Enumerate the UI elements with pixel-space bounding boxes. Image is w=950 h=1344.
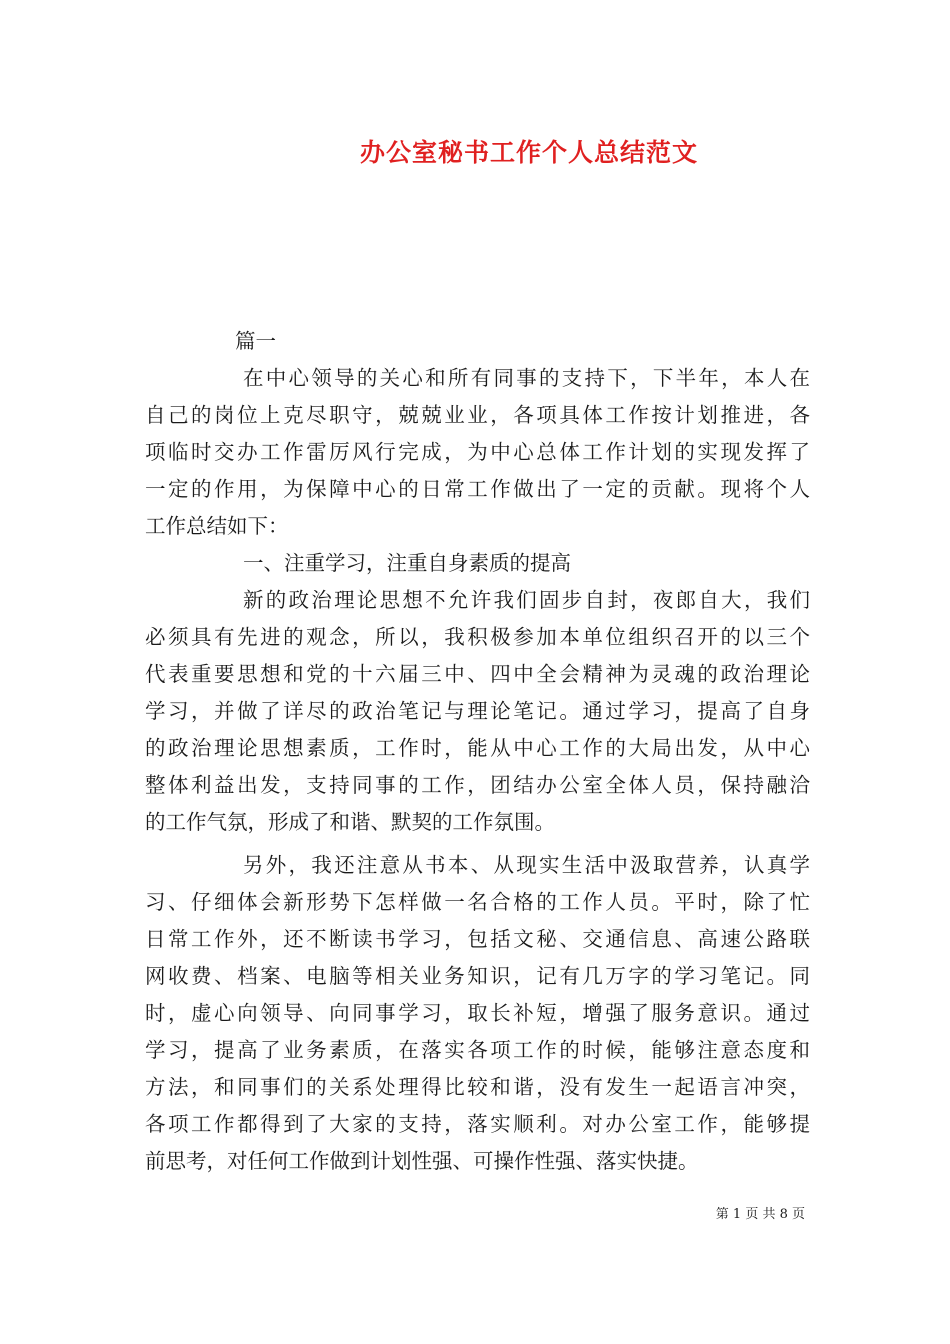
paragraph-line: 的工作气氛，形成了和谐、默契的工作氛围。 <box>145 810 555 834</box>
paragraph-line: 项临时交办工作雷厉风行完成，为中心总体工作计划的实现发挥了 <box>145 440 810 464</box>
paragraph-2 <box>145 582 810 841</box>
paragraph-line: 代表重要思想和党的十六届三中、四中全会精神为灵魂的政治理论 <box>145 662 810 686</box>
paragraph-line: 网收费、档案、电脑等相关业务知识，记有几万字的学习笔记。同 <box>145 964 810 988</box>
paragraph-line: 学习，并做了详尽的政治笔记与理论笔记。通过学习，提高了自身 <box>145 699 810 723</box>
paragraph-line: 日常工作外，还不断读书学习，包括文秘、交通信息、高速公路联 <box>145 927 810 951</box>
paragraph-line: 工作总结如下： <box>145 514 289 538</box>
paragraph-line: 整体利益出发，支持同事的工作，团结办公室全体人员，保持融洽 <box>145 773 810 797</box>
paragraph-line: 学习，提高了业务素质，在落实各项工作的时候，能够注意态度和 <box>145 1038 810 1062</box>
paragraph-line: 前思考，对任何工作做到计划性强、可操作性强、落实快捷。 <box>145 1149 699 1173</box>
paragraph-line: 时，虚心向领导、向同事学习，取长补短，增强了服务意识。通过 <box>145 1001 810 1025</box>
part-label: 篇一 <box>235 329 276 353</box>
paragraph-line: 必须具有先进的观念，所以，我积极参加本单位组织召开的以三个 <box>145 625 810 649</box>
paragraph-line: 的政治理论思想素质，工作时，能从中心工作的大局出发，从中心 <box>145 736 810 760</box>
document-body <box>145 323 810 1180</box>
page-footer: 第 1 页 共 8 页 <box>715 1207 805 1222</box>
paragraph-1 <box>145 360 810 545</box>
paragraph-line: 方法，和同事们的关系处理得比较和谐，没有发生一起语言冲突， <box>145 1075 810 1099</box>
paragraph-line: 新的政治理论思想不允许我们固步自封，夜郎自大，我们 <box>243 588 810 612</box>
paragraph-line: 习、仔细体会新形势下怎样做一名合格的工作人员。平时，除了忙 <box>145 890 810 914</box>
paragraph-line: 自己的岗位上克尽职守，兢兢业业，各项具体工作按计划推进，各 <box>145 403 810 427</box>
paragraph-line: 另外，我还注意从书本、从现实生活中汲取营养，认真学 <box>243 853 810 877</box>
paragraph-3 <box>145 847 810 1180</box>
paragraph-line: 一定的作用，为保障中心的日常工作做出了一定的贡献。现将个人 <box>145 477 810 501</box>
document-title: 办公室秘书工作个人总结范文 <box>359 138 698 167</box>
paragraph-line: 在中心领导的关心和所有同事的支持下，下半年，本人在 <box>243 366 810 390</box>
section-heading: 一、注重学习，注重自身素质的提高 <box>243 551 571 575</box>
paragraph-line: 各项工作都得到了大家的支持，落实顺利。对办公室工作，能够提 <box>145 1112 810 1136</box>
